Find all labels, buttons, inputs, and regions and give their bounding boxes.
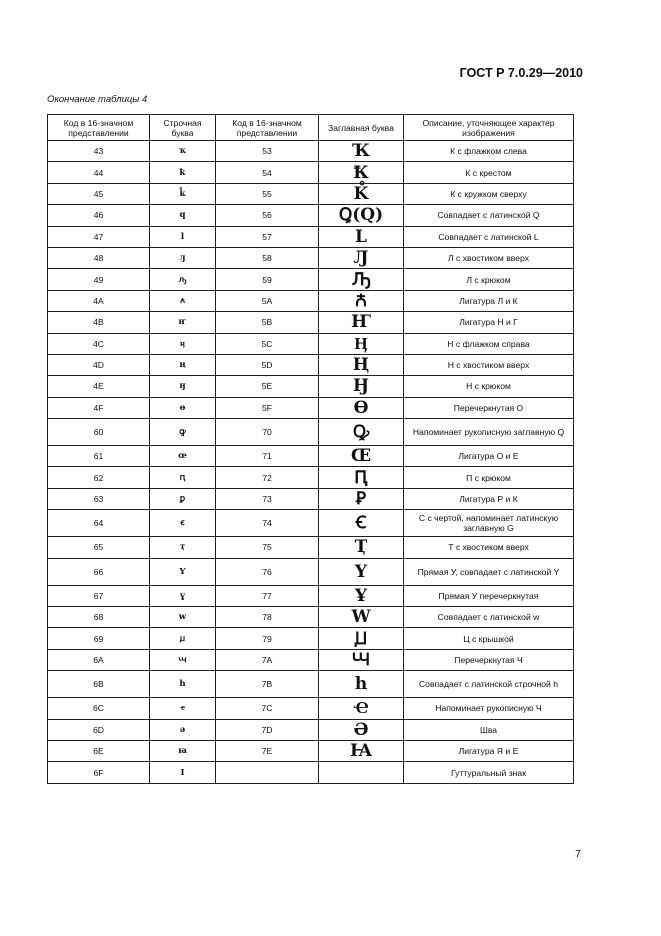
table-caption: Окончание таблицы 4 — [47, 94, 148, 105]
lowercase-code-cell: 60 — [48, 419, 150, 446]
uppercase-letter-cell: Y — [319, 558, 404, 585]
table-row — [48, 419, 574, 446]
lowercase-letter-cell: ң — [150, 354, 216, 375]
lowercase-letter-cell: ҽ — [150, 698, 216, 719]
uppercase-code-cell: 5F — [216, 397, 319, 418]
lowercase-code-cell: 45 — [48, 183, 150, 204]
description-cell: Прямая У перечеркнутая — [404, 585, 574, 606]
table-row — [48, 141, 574, 162]
uppercase-letter-cell: Ӈ — [319, 376, 404, 397]
lowercase-letter-cell: k̊ — [150, 183, 216, 204]
lowercase-code-cell: 69 — [48, 628, 150, 649]
description-cell: Л с крюком — [404, 269, 574, 290]
uppercase-code-cell: 58 — [216, 247, 319, 268]
uppercase-letter-cell: Ҭ — [319, 537, 404, 558]
uppercase-letter-cell: Ԓ — [319, 247, 404, 268]
lowercase-code-cell: 6E — [48, 740, 150, 761]
uppercase-letter-cell: Ұ — [319, 585, 404, 606]
lowercase-letter-cell: ꞓ — [150, 510, 216, 537]
uppercase-letter-cell: Œ — [319, 446, 404, 467]
table-row — [48, 607, 574, 628]
table-row — [48, 290, 574, 311]
lowercase-letter-cell: ꙗ — [150, 740, 216, 761]
description-cell: Перечеркнутая Ч — [404, 649, 574, 670]
lowercase-letter-cell: ҥ — [150, 312, 216, 333]
table-row — [48, 205, 574, 226]
description-cell: Лигатура Р и К — [404, 488, 574, 509]
uppercase-letter-cell: K̊ — [319, 183, 404, 204]
uppercase-code-cell: 7A — [216, 649, 319, 670]
lowercase-code-cell: 48 — [48, 247, 150, 268]
lowercase-code-cell: 43 — [48, 141, 150, 162]
lowercase-code-cell: 49 — [48, 269, 150, 290]
lowercase-code-cell: 68 — [48, 607, 150, 628]
table-row — [48, 740, 574, 761]
lowercase-letter-cell: ꙉ — [150, 290, 216, 311]
standard-designation: ГОСТ Р 7.0.29—2010 — [459, 66, 583, 80]
uppercase-code-cell: 57 — [216, 226, 319, 247]
uppercase-letter-cell: Ꙉ — [319, 290, 404, 311]
table-header-row — [48, 115, 574, 141]
description-cell: К с кружком сверху — [404, 183, 574, 204]
lowercase-code-cell: 6D — [48, 719, 150, 740]
uppercase-code-cell: 79 — [216, 628, 319, 649]
description-cell: Лигатура О и Е — [404, 446, 574, 467]
uppercase-code-cell: 7D — [216, 719, 319, 740]
uppercase-letter-cell — [319, 762, 404, 783]
description-cell: Напоминает рукописную Ч — [404, 698, 574, 719]
lowercase-code-cell: 4C — [48, 333, 150, 354]
lowercase-code-cell: 61 — [48, 446, 150, 467]
description-cell: Л с хвостиком вверх — [404, 247, 574, 268]
lowercase-letter-cell: h — [150, 671, 216, 698]
uppercase-letter-cell: Ꙡ — [319, 628, 404, 649]
uppercase-code-cell: 59 — [216, 269, 319, 290]
uppercase-code-cell: 7E — [216, 740, 319, 761]
lowercase-letter-cell: ә — [150, 719, 216, 740]
description-cell: С с чертой, напоминает латинскую заглавную G — [404, 510, 574, 537]
description-cell: Лигатура Л и К — [404, 290, 574, 311]
lowercase-code-cell: 47 — [48, 226, 150, 247]
uppercase-letter-cell: Ԡ — [319, 269, 404, 290]
lowercase-code-cell: 4B — [48, 312, 150, 333]
table-row — [48, 354, 574, 375]
lowercase-letter-cell: ɵ — [150, 397, 216, 418]
description-cell: Прямая У, совпадает с латинской Y — [404, 558, 574, 585]
table-row — [48, 467, 574, 488]
lowercase-code-cell: 64 — [48, 510, 150, 537]
lowercase-code-cell: 6A — [48, 649, 150, 670]
table-row — [48, 537, 574, 558]
uppercase-letter-cell: L — [319, 226, 404, 247]
table-row — [48, 183, 574, 204]
table-row — [48, 269, 574, 290]
lowercase-code-cell: 63 — [48, 488, 150, 509]
uppercase-code-cell: 73 — [216, 488, 319, 509]
uppercase-letter-cell: Ҡ — [319, 141, 404, 162]
uppercase-letter-cell: Ӊ — [319, 333, 404, 354]
lowercase-letter-cell: ꙡ — [150, 628, 216, 649]
lowercase-letter-cell: ꝙ — [150, 419, 216, 446]
uppercase-code-cell: 71 — [216, 446, 319, 467]
page-number: 7 — [575, 848, 581, 860]
uppercase-letter-cell: Ҥ — [319, 312, 404, 333]
uppercase-code-cell: 5B — [216, 312, 319, 333]
table-row — [48, 671, 574, 698]
lowercase-code-cell: 44 — [48, 162, 150, 183]
table-row — [48, 376, 574, 397]
description-cell: Н с хвостиком вверх — [404, 354, 574, 375]
uppercase-letter-cell: Ԥ — [319, 467, 404, 488]
lowercase-letter-cell: ꚇ — [150, 649, 216, 670]
description-cell: Гуттуральный знак — [404, 762, 574, 783]
lowercase-letter-cell: ԓ — [150, 247, 216, 268]
lowercase-letter-cell: ꝑ — [150, 488, 216, 509]
description-cell: Совпадает с латинской L — [404, 226, 574, 247]
description-cell: Н с флажком справа — [404, 333, 574, 354]
description-cell: Напоминает рукописную заглавную Q — [404, 419, 574, 446]
uppercase-code-cell: 56 — [216, 205, 319, 226]
lowercase-letter-cell: ԡ — [150, 269, 216, 290]
lowercase-code-cell: 4A — [48, 290, 150, 311]
description-cell: К с крестом — [404, 162, 574, 183]
description-cell: Лигатура Я и Е — [404, 740, 574, 761]
lowercase-letter-cell: Y — [150, 558, 216, 585]
lowercase-letter-cell: œ — [150, 446, 216, 467]
table-row — [48, 162, 574, 183]
uppercase-letter-cell: Ә — [319, 719, 404, 740]
description-cell: Т с хвостиком вверх — [404, 537, 574, 558]
table-row — [48, 397, 574, 418]
uppercase-code-cell: 72 — [216, 467, 319, 488]
description-cell: Совпадает с латинской строчной h — [404, 671, 574, 698]
lowercase-code-cell: 62 — [48, 467, 150, 488]
table-row — [48, 719, 574, 740]
description-cell: Лигатура Н и Г — [404, 312, 574, 333]
description-cell: Н с крюком — [404, 376, 574, 397]
description-cell: П с крюком — [404, 467, 574, 488]
col-header-uppercase-code: Код в 16-значном представлении — [216, 115, 319, 141]
lowercase-letter-cell: ҡ — [150, 141, 216, 162]
table-row — [48, 446, 574, 467]
uppercase-code-cell: 5C — [216, 333, 319, 354]
uppercase-letter-cell: Ҽ — [319, 698, 404, 719]
lowercase-letter-cell: w — [150, 607, 216, 628]
lowercase-letter-cell: q — [150, 205, 216, 226]
col-header-lowercase-code: Код в 16-значном представлении — [48, 115, 150, 141]
description-cell: К с флажком слева — [404, 141, 574, 162]
table-row — [48, 312, 574, 333]
lowercase-letter-cell: ӈ — [150, 376, 216, 397]
lowercase-code-cell: 67 — [48, 585, 150, 606]
uppercase-code-cell: 70 — [216, 419, 319, 446]
col-header-lowercase-letter: Строчная буква — [150, 115, 216, 141]
table-row — [48, 628, 574, 649]
uppercase-code-cell: 5D — [216, 354, 319, 375]
lowercase-letter-cell: ꝁ — [150, 162, 216, 183]
uppercase-letter-cell: Ң — [319, 354, 404, 375]
table-row — [48, 333, 574, 354]
table-row — [48, 226, 574, 247]
description-cell: Перечеркнутая О — [404, 397, 574, 418]
description-cell: Ц с крышкой — [404, 628, 574, 649]
uppercase-code-cell: 5E — [216, 376, 319, 397]
uppercase-code-cell: 55 — [216, 183, 319, 204]
uppercase-code-cell: 77 — [216, 585, 319, 606]
uppercase-code-cell: 75 — [216, 537, 319, 558]
lowercase-code-cell: 66 — [48, 558, 150, 585]
lowercase-letter-cell: ҭ — [150, 537, 216, 558]
col-header-description: Описание, уточняющее характер изображения — [404, 115, 574, 141]
lowercase-letter-cell: ԥ — [150, 467, 216, 488]
col-header-uppercase-letter: Заглавная буква — [319, 115, 404, 141]
description-cell: Совпадает с латинской w — [404, 607, 574, 628]
lowercase-letter-cell: ұ — [150, 585, 216, 606]
uppercase-letter-cell: Ꙗ — [319, 740, 404, 761]
character-table — [47, 114, 574, 784]
lowercase-code-cell: 4F — [48, 397, 150, 418]
uppercase-code-cell: 53 — [216, 141, 319, 162]
table-row — [48, 698, 574, 719]
uppercase-letter-cell: h — [319, 671, 404, 698]
uppercase-code-cell: 7C — [216, 698, 319, 719]
uppercase-letter-cell: Ꝙ — [319, 419, 404, 446]
lowercase-code-cell: 4E — [48, 376, 150, 397]
uppercase-letter-cell: Ꝁ — [319, 162, 404, 183]
uppercase-code-cell: 74 — [216, 510, 319, 537]
table-row — [48, 247, 574, 268]
lowercase-code-cell: 65 — [48, 537, 150, 558]
table-row — [48, 510, 574, 537]
table-row — [48, 488, 574, 509]
uppercase-code-cell: 7B — [216, 671, 319, 698]
uppercase-code-cell: 5A — [216, 290, 319, 311]
table-row — [48, 762, 574, 783]
uppercase-letter-cell: Ꝗ(Q) — [319, 205, 404, 226]
description-cell: Шва — [404, 719, 574, 740]
description-cell: Совпадает с латинской Q — [404, 205, 574, 226]
table-row — [48, 649, 574, 670]
uppercase-code-cell: 76 — [216, 558, 319, 585]
lowercase-code-cell: 46 — [48, 205, 150, 226]
uppercase-letter-cell: Ꚇ — [319, 649, 404, 670]
uppercase-letter-cell: Ꝑ — [319, 488, 404, 509]
uppercase-code-cell: 78 — [216, 607, 319, 628]
table-row — [48, 585, 574, 606]
lowercase-code-cell: 6B — [48, 671, 150, 698]
uppercase-letter-cell: W — [319, 607, 404, 628]
lowercase-letter-cell: I — [150, 762, 216, 783]
lowercase-letter-cell: ӊ — [150, 333, 216, 354]
uppercase-letter-cell: Ɵ — [319, 397, 404, 418]
uppercase-code-cell: 54 — [216, 162, 319, 183]
table-body — [48, 141, 574, 784]
uppercase-code-cell — [216, 762, 319, 783]
lowercase-code-cell: 6F — [48, 762, 150, 783]
table-row — [48, 558, 574, 585]
lowercase-letter-cell: l — [150, 226, 216, 247]
uppercase-letter-cell: Ꞓ — [319, 510, 404, 537]
lowercase-code-cell: 4D — [48, 354, 150, 375]
lowercase-code-cell: 6C — [48, 698, 150, 719]
